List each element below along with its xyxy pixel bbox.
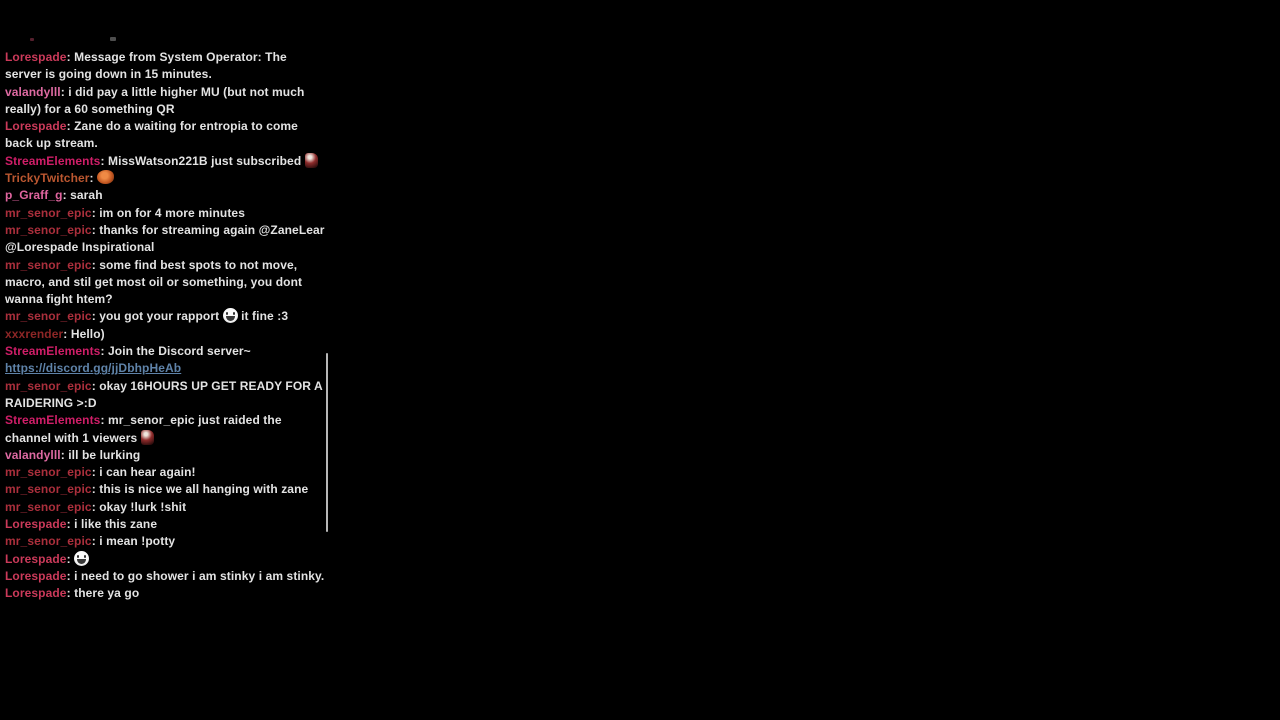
- chat-username[interactable]: mr_senor_epic: [5, 378, 92, 393]
- message-text: MissWatson221B just subscribed: [107, 153, 305, 168]
- chat-username[interactable]: Lorespade: [5, 119, 67, 134]
- username-separator: :: [100, 153, 108, 168]
- username-separator: :: [60, 84, 69, 99]
- chat-message: [5, 326, 326, 343]
- chat-username[interactable]: mr_senor_epic: [5, 309, 92, 324]
- raid-hand-emote: [305, 153, 318, 168]
- chat-messages: [5, 49, 326, 603]
- message-text: this is nice we all hanging with zane: [99, 482, 309, 497]
- chat-username[interactable]: Lorespade: [5, 517, 67, 532]
- username-separator: :: [66, 586, 75, 601]
- chat-username[interactable]: valandylll: [5, 447, 61, 462]
- chat-message: [5, 447, 326, 464]
- message-text: okay 16HOURS UP GET READY FOR A RAIDERING >:D: [5, 378, 323, 410]
- chat-username[interactable]: StreamElements: [5, 413, 101, 428]
- message-text: Message from System Operator: The server is going down in 15 minutes.: [5, 50, 287, 82]
- chat-username[interactable]: mr_senor_epic: [5, 499, 92, 514]
- message-text: okay !lurk !shit: [99, 499, 187, 514]
- message-text: i need to go shower i am stinky i am stinky.: [74, 568, 325, 583]
- chat-message: [5, 49, 326, 84]
- chat-username[interactable]: p_Graff_g: [5, 188, 63, 203]
- chat-username[interactable]: mr_senor_epic: [5, 534, 92, 549]
- chat-username[interactable]: Lorespade: [5, 568, 67, 583]
- discord-invite-link[interactable]: https://discord.gg/jjDbhpHeAb: [5, 361, 182, 376]
- message-text: i mean !potty: [99, 534, 176, 549]
- username-separator: :: [91, 309, 100, 324]
- clipped-text-fragment: [110, 37, 116, 41]
- message-text: some find best spots to not move, macro, and stil get most oil or something, you dont wanna fight htem?: [5, 257, 303, 307]
- message-text: Zane do a waiting for entropia to come back up stream.: [5, 119, 298, 151]
- chat-message: [5, 118, 326, 153]
- username-separator: :: [91, 499, 100, 514]
- orange-critter-emote: [97, 170, 114, 184]
- username-separator: :: [91, 465, 100, 480]
- clipped-message: [5, 36, 326, 49]
- chat-username[interactable]: StreamElements: [5, 153, 101, 168]
- chat-message: [5, 257, 326, 309]
- message-text: mr_senor_epic just raided the channel with 1 viewers: [5, 413, 282, 445]
- username-separator: :: [100, 413, 108, 428]
- username-separator: :: [100, 344, 108, 359]
- username-separator: :: [60, 447, 69, 462]
- username-separator: :: [63, 326, 71, 341]
- chat-message: [5, 481, 326, 498]
- message-text: sarah: [70, 188, 103, 203]
- chat-message: [5, 533, 326, 550]
- chat-username[interactable]: TrickyTwitcher: [5, 171, 90, 186]
- chat-message: [5, 516, 326, 533]
- message-text: ill be lurking: [68, 447, 141, 462]
- message-text: you got your rapport: [99, 309, 223, 324]
- username-separator: :: [66, 50, 75, 64]
- chat-username[interactable]: xxxrender: [5, 326, 64, 341]
- username-separator: :: [91, 378, 100, 393]
- chat-message: [5, 187, 326, 204]
- chat-message: [5, 378, 326, 413]
- message-text: im on for 4 more minutes: [99, 205, 245, 220]
- chat-message: [5, 585, 326, 602]
- chat-panel: [5, 36, 326, 603]
- clipped-text-fragment: [30, 38, 34, 41]
- chat-message: [5, 464, 326, 481]
- chat-username[interactable]: mr_senor_epic: [5, 482, 92, 497]
- username-separator: :: [66, 517, 75, 532]
- username-separator: :: [66, 568, 75, 583]
- chat-username[interactable]: Lorespade: [5, 586, 67, 601]
- chat-username[interactable]: Lorespade: [5, 551, 67, 566]
- chat-username[interactable]: valandylll: [5, 84, 61, 99]
- message-text: i did pay a little higher MU (but not much really) for a 60 something QR: [5, 84, 305, 116]
- raid-hand-emote: [141, 430, 154, 445]
- chat-scrollbar-thumb[interactable]: [326, 353, 328, 532]
- grinning-face-emote: [223, 308, 238, 323]
- chat-message: [5, 308, 326, 325]
- chat-message: [5, 205, 326, 222]
- chat-username[interactable]: mr_senor_epic: [5, 257, 92, 272]
- message-text: i can hear again!: [99, 465, 196, 480]
- username-separator: :: [91, 534, 100, 549]
- username-separator: :: [91, 257, 100, 272]
- message-text: i like this zane: [74, 517, 158, 532]
- username-separator: :: [89, 171, 98, 186]
- chat-username[interactable]: StreamElements: [5, 344, 101, 359]
- username-separator: :: [66, 119, 75, 134]
- message-text: Join the Discord server~: [107, 344, 251, 359]
- chat-username[interactable]: mr_senor_epic: [5, 222, 92, 237]
- message-text: there ya go: [74, 586, 140, 601]
- username-separator: :: [91, 482, 100, 497]
- chat-username[interactable]: mr_senor_epic: [5, 205, 92, 220]
- username-separator: :: [91, 222, 100, 237]
- chat-username[interactable]: mr_senor_epic: [5, 465, 92, 480]
- chat-message: [5, 343, 326, 378]
- chat-message: [5, 499, 326, 516]
- message-text: thanks for streaming again @ZaneLear @Lorespade Inspirational: [5, 222, 325, 255]
- chat-message: [5, 568, 326, 585]
- username-separator: :: [91, 205, 100, 220]
- username-separator: :: [66, 551, 75, 566]
- grinning-face-emote: [74, 551, 89, 566]
- chat-message: [5, 153, 326, 170]
- chat-message: [5, 84, 326, 119]
- chat-message: [5, 222, 326, 257]
- chat-message: [5, 412, 326, 447]
- username-separator: :: [62, 188, 71, 203]
- chat-message: [5, 170, 326, 187]
- chat-username[interactable]: Lorespade: [5, 50, 67, 64]
- message-text: it fine :3: [237, 309, 289, 324]
- message-text: Hello): [70, 326, 105, 341]
- chat-message: [5, 551, 326, 568]
